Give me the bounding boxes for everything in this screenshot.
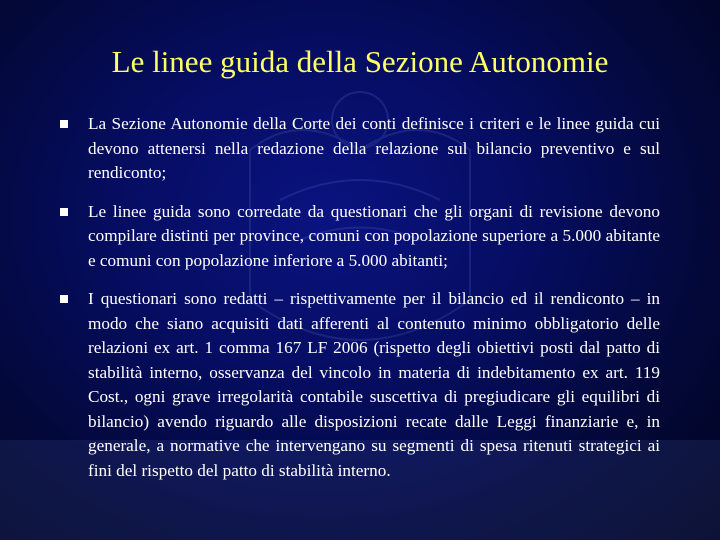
square-bullet-icon — [60, 120, 68, 128]
bullet-item-content — [60, 287, 660, 483]
bullet-text: La Sezione Autonomie della Corte dei conti definisce i criteri e le linee guida cui devono attenersi nella redazione della relazione sul bilancio preventivo e sul rendiconto; — [88, 114, 660, 182]
bullet-item-questionnaires — [60, 200, 660, 274]
square-bullet-icon — [60, 295, 68, 303]
bullet-text: Le linee guida sono corredate da questionari che gli organi di revisione devono compilare distinti per province, comuni con popolazione superiore a 5.000 abitante e comuni con popolazione inferiore a 5.000 abitanti; — [88, 201, 660, 270]
bullet-list — [60, 112, 660, 497]
square-bullet-icon — [60, 208, 68, 216]
slide-title: Le linee guida della Sezione Autonomie — [111, 44, 609, 79]
bullet-text: I questionari sono redatti – rispettivamente per il bilancio ed il rendiconto – in modo che siano acquisiti dati afferenti al contenuto minimo obbligatorio delle relazioni ex art. 1 comma 167 LF 2006 (rispetto degli obiettivi posti dal patto di stabilità interno, osservanza del vincolo in materia di indebitamento ex art. 119 Cost., ogni grave irregolarità contabile suscettiva di pregiudicare gli equilibri di bilancio) avendo riguardo alle disposizioni recate dalle Leggi finanziarie e, in generale, a normative che intervengano su segmenti di spesa ritenuti strategici ai fini del rispetto del patto di stabilità interno. — [88, 289, 660, 480]
bullet-item-criteria — [60, 112, 660, 186]
